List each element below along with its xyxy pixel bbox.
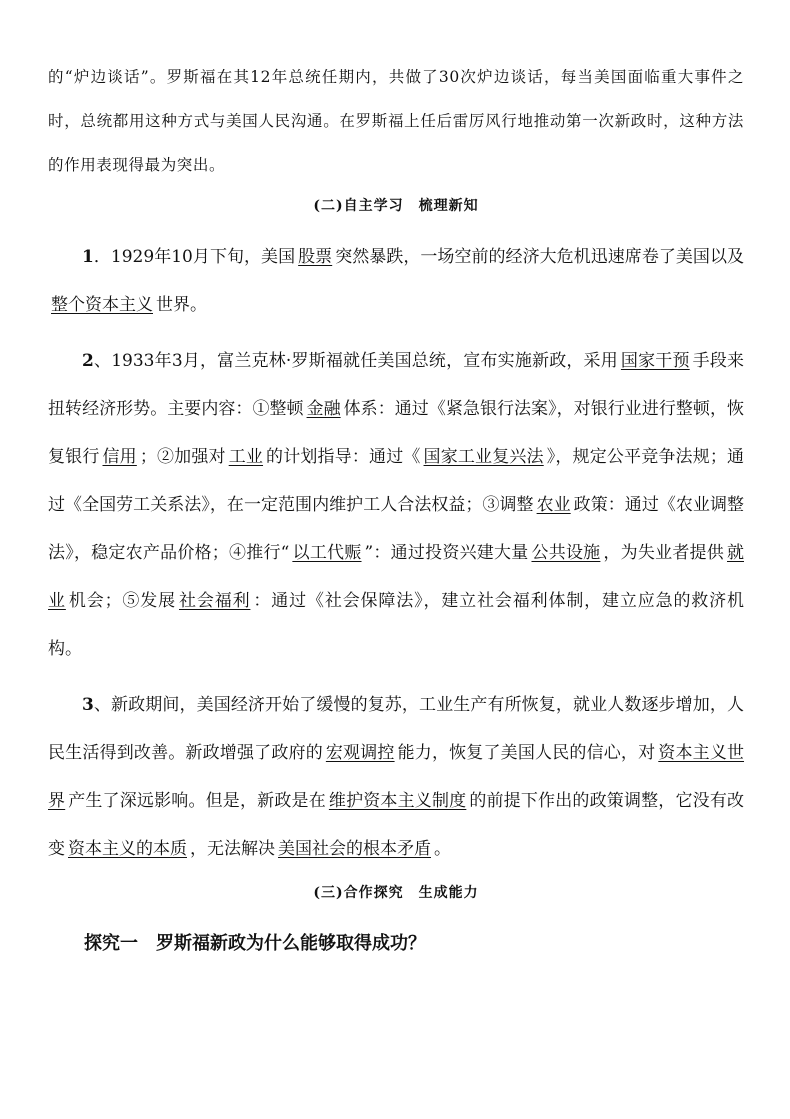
- text: ”：通过投资兴建大量: [364, 543, 529, 563]
- answer-blank: 社会福利: [179, 591, 251, 611]
- answer-blank: 以工代赈: [292, 543, 362, 563]
- answer-blank: 整个资本主义: [51, 295, 153, 315]
- answer-blank: 公共设施: [531, 543, 601, 563]
- answer-blank: 工业: [228, 447, 264, 467]
- answer-blank: 宏观调控: [325, 743, 395, 763]
- answer-blank: 美国社会的根本矛盾: [278, 839, 431, 859]
- text: 、1933年3月，富兰克林·罗斯福就任美国总统，宣布实施新政，采用: [93, 351, 618, 371]
- text: ，无法解决: [190, 839, 275, 859]
- document-page: [48, 55, 744, 959]
- paragraph-3: [48, 681, 744, 873]
- text: 手段来扭转经济形势。主要内容：①整顿: [48, 351, 745, 419]
- paragraph-1: [48, 233, 744, 329]
- answer-blank: 就业: [48, 543, 744, 611]
- text: ；②加强对: [139, 447, 226, 467]
- answer-blank: 维护资本主义制度: [328, 791, 467, 811]
- text: 》，规定公平竞争法规；通过《全国劳工关系法》，在一定范围内维护工人合法权益；③调整: [48, 447, 745, 515]
- section-heading-cooperative-inquiry: (三)合作探究 生成能力: [313, 885, 479, 901]
- text: ．1929年10月下旬，美国: [93, 247, 296, 267]
- text: 能力，恢复了美国人民的信心，对: [397, 743, 656, 763]
- explore-question: 探究一 罗斯福新政为什么能够取得成功？: [84, 933, 426, 954]
- answer-blank: 股票: [298, 247, 333, 267]
- answer-blank: 金融: [306, 399, 341, 419]
- answer-blank: 信用: [102, 447, 137, 467]
- item-number: 1: [82, 247, 94, 267]
- text: 、新政期间，美国经济开始了缓慢的复苏，工业生产有所恢复，就业人数逐步增加，人民生活得到改善。新政增强了政府的: [48, 695, 744, 763]
- item-number: 3: [82, 695, 94, 715]
- answer-blank: 资本主义的本质: [68, 839, 187, 859]
- answer-blank: 农业: [536, 495, 571, 515]
- section-heading-self-study: (二)自主学习 梳理新知: [313, 198, 479, 214]
- text: 的前提下作出的政策调整，它没有改变: [48, 791, 745, 859]
- text: 。: [434, 839, 451, 859]
- text: 体系：通过《紧急银行法案》，对银行业进行整顿，恢复银行: [48, 399, 745, 467]
- text: 突然暴跌，一场空前的经济大危机迅速席卷了美国以及: [335, 247, 745, 267]
- text: 世界。: [156, 295, 207, 315]
- text: 产生了深远影响。但是，新政是在: [68, 791, 326, 811]
- answer-blank: 国家工业复兴法: [423, 447, 544, 467]
- paragraph-2: [48, 337, 744, 673]
- text: 机会；⑤发展: [68, 591, 176, 611]
- intro-paragraph: 的“炉边谈话”。罗斯福在其12年总统任期内，共做了30次炉边谈话，每当美国面临重大事件之时，总统都用这种方式与美国人民沟通。在罗斯福上任后雷厉风行地推动第一次新政时，这种方法的作用表现得最为突出。: [48, 68, 744, 174]
- answer-blank: 国家干预: [620, 351, 690, 371]
- answer-blank: 资本主义世界: [48, 743, 745, 811]
- text: 的计划指导：通过《: [266, 447, 421, 467]
- text: ：通过《社会保障法》，建立社会福利体制，建立应急的救济机构。: [48, 591, 745, 659]
- item-number: 2: [82, 351, 94, 371]
- text: ，为失业者提供: [603, 543, 724, 563]
- text: 政策：通过《农业调整法》，稳定农产品价格；④推行“: [48, 495, 745, 563]
